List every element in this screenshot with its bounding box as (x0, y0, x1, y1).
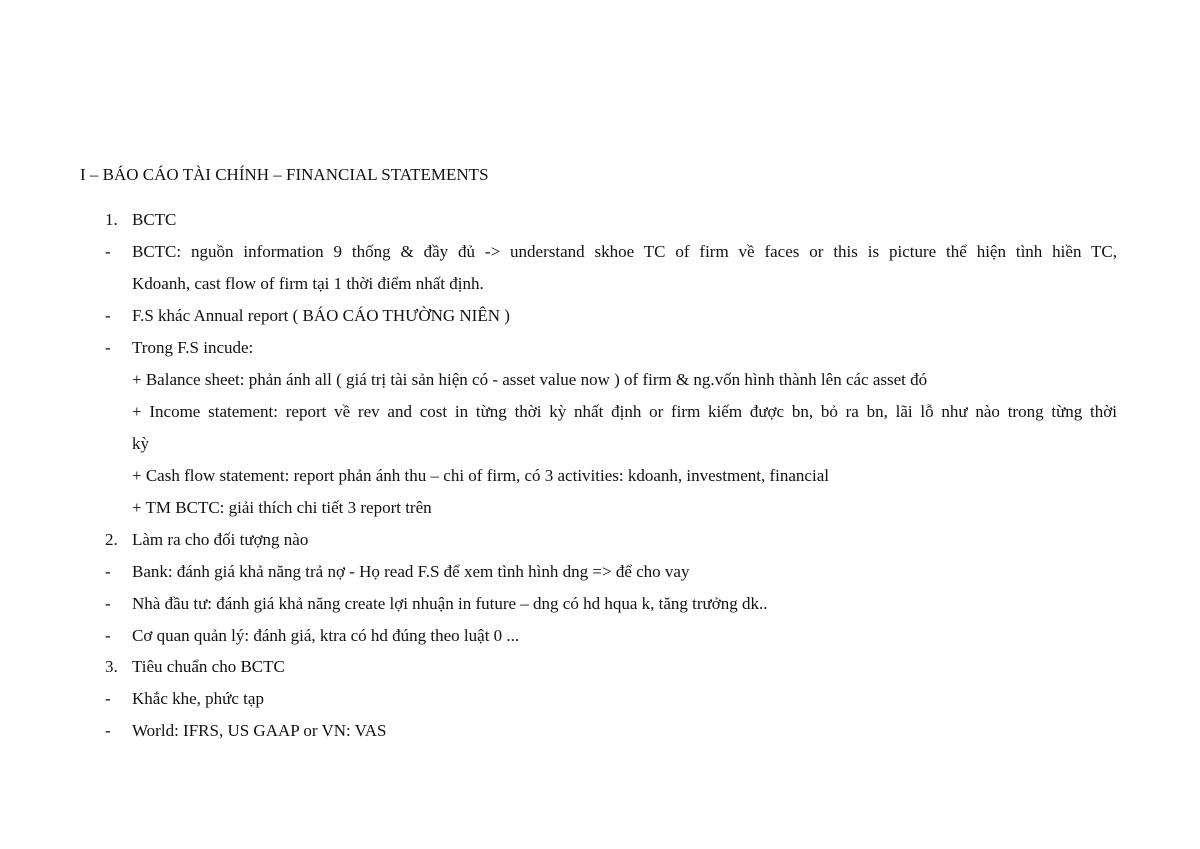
item-text: World: IFRS, US GAAP or VN: VAS (132, 721, 387, 740)
section-heading: I – BÁO CÁO TÀI CHÍNH – FINANCIAL STATEMENTS (80, 165, 489, 184)
numbered-item (105, 209, 1117, 241)
item-marker: - (105, 562, 111, 581)
item-text: Cơ quan quản lý: đánh giá, ktra có hd đúng theo luật 0 ... (132, 626, 520, 645)
item-text: BCTC (132, 210, 177, 229)
item-text: F.S khác Annual report ( BÁO CÁO THƯỜNG NIÊN ) (132, 306, 510, 325)
item-marker: - (105, 721, 111, 740)
item-text: + Cash flow statement: report phản ánh thu – chi of firm, có 3 activities: kdoanh, investment, financial (132, 466, 829, 485)
numbered-item (105, 656, 1117, 688)
sub-item (105, 497, 1117, 529)
bullet-item (105, 720, 1117, 752)
item-text: + Balance sheet: phản ánh all ( giá trị tài sản hiện có - asset value now ) of firm & ng.vốn hình thành lên các asset đó (132, 370, 928, 389)
item-text: + TM BCTC: giải thích chi tiết 3 report trên (132, 498, 432, 517)
continuation-line (105, 273, 1117, 305)
item-marker: 2. (105, 530, 118, 549)
item-text: Khắc khe, phức tạp (132, 689, 264, 708)
numbered-item (105, 529, 1117, 561)
item-marker: - (105, 306, 111, 325)
sub-item (105, 465, 1117, 497)
item-text: Nhà đầu tư: đánh giá khả năng create lợi nhuận in future – dng có hd hqua k, tăng trưởng dk.. (132, 594, 768, 613)
item-marker: 1. (105, 210, 118, 229)
item-text: Tiêu chuẩn cho BCTC (132, 657, 285, 676)
item-text: Làm ra cho đối tượng nào (132, 530, 309, 549)
item-marker: - (105, 242, 111, 261)
item-text: kỳ (132, 434, 149, 453)
item-text: Kdoanh, cast flow of firm tại 1 thời điểm nhất định. (132, 274, 484, 293)
bullet-item (105, 625, 1117, 657)
item-marker: - (105, 689, 111, 708)
bullet-item (105, 593, 1117, 625)
item-marker: - (105, 626, 111, 645)
sub-item (105, 401, 1117, 433)
bullet-item (105, 305, 1117, 337)
bullet-item (105, 561, 1117, 593)
bullet-item (105, 337, 1117, 369)
continuation-line (105, 433, 1117, 465)
item-text: Trong F.S incude: (132, 338, 254, 357)
bullet-item (105, 241, 1117, 273)
item-text: BCTC: nguồn information 9 thống & đầy đủ -> understand skhoe TC of firm về faces or this is picture thể hiện tình hiền TC, (132, 242, 1117, 261)
item-text: Bank: đánh giá khả năng trả nợ - Họ read F.S để xem tình hình dng => để cho vay (132, 562, 690, 581)
item-marker: - (105, 594, 111, 613)
item-marker: - (105, 338, 111, 357)
bullet-item (105, 688, 1117, 720)
sub-item (105, 369, 1117, 401)
item-text: + Income statement: report về rev and cost in từng thời kỳ nhất định or firm kiếm được bn, bỏ ra bn, lãi lỗ như nào trong từng thời (132, 402, 1117, 421)
item-marker: 3. (105, 657, 118, 676)
